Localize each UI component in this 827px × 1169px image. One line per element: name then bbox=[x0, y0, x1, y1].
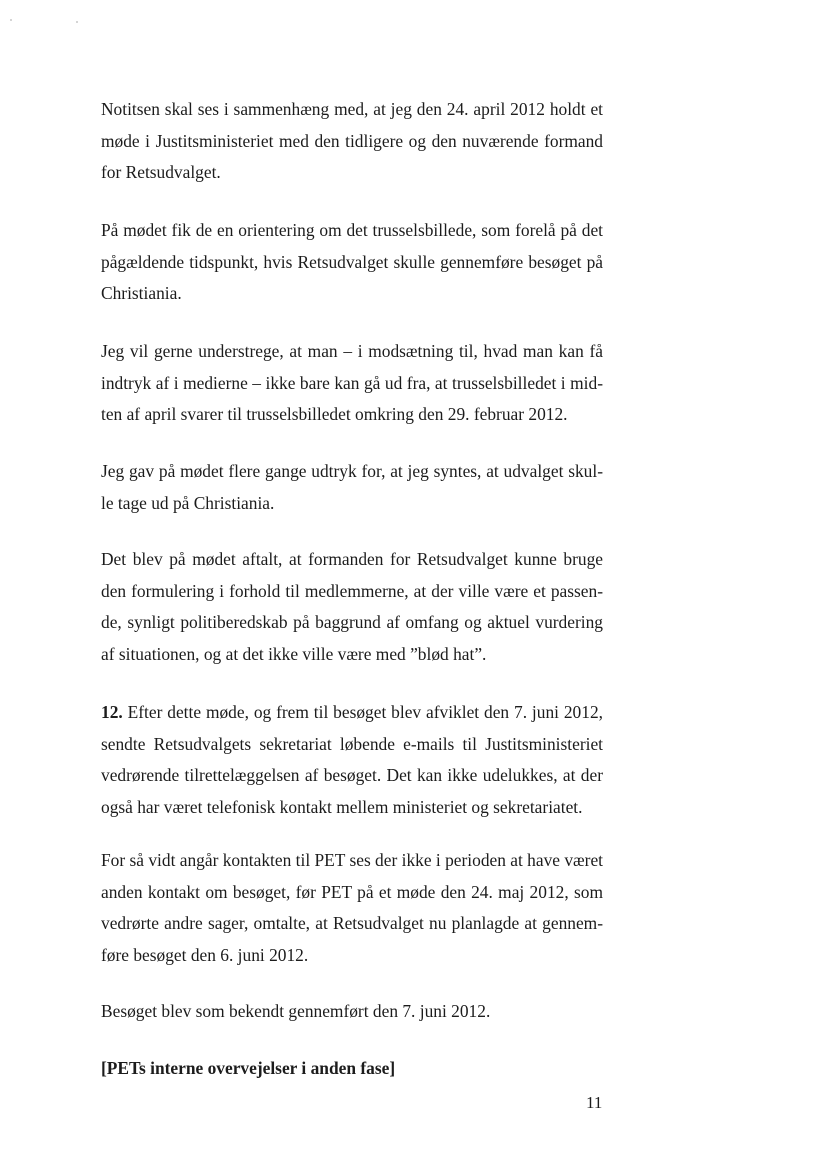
text-line: Jeg gav på mødet flere gange udtryk for, at jeg syntes, at udvalget skul- bbox=[101, 461, 603, 481]
text-line: Notitsen skal ses i sammenhæng med, at jeg den 24. april 2012 holdt et bbox=[101, 99, 603, 119]
text-line: for Retsudvalget. bbox=[101, 162, 221, 182]
paragraph-5 bbox=[101, 544, 603, 670]
paragraph-12 bbox=[101, 697, 603, 823]
text-line: føre besøget den 6. juni 2012. bbox=[101, 944, 309, 965]
text-line: For så vidt angår kontakten til PET ses der ikke i perioden at have været bbox=[101, 850, 603, 870]
text-line: le tage ud på Christiania. bbox=[101, 492, 275, 513]
text-line: anden kontakt om besøget, før PET på et møde den 24. maj 2012, som bbox=[101, 881, 603, 902]
section-heading: [PETs interne overvejelser i anden fase] bbox=[101, 1058, 396, 1078]
text-line: sendte Retsudvalgets sekretariat løbende e-mails til Justitsministeriet bbox=[101, 733, 603, 754]
text-line: møde i Justitsministeriet med den tidligere og den nuværende formand bbox=[101, 130, 603, 151]
text-line: den formulering i forhold til medlemmerne, at der ville være et passen- bbox=[101, 580, 603, 601]
text-line: På mødet fik de en orientering om det trusselsbillede, som forelå på det bbox=[101, 220, 603, 240]
text-line: Det blev på mødet aftalt, at formanden for Retsudvalget kunne bruge bbox=[101, 549, 603, 569]
text-line: vedrørende tilrettelæggelsen af besøget. Det kan ikke udelukkes, at der bbox=[101, 765, 603, 785]
paragraph-8 bbox=[101, 996, 603, 1028]
text-line: vedrørte andre sager, omtalte, at Retsudvalget nu planlagde at gennem- bbox=[101, 913, 603, 933]
text-segment: Efter dette møde, og frem til besøget blev afviklet den 7. juni 2012, bbox=[122, 702, 603, 722]
paragraph-4 bbox=[101, 456, 603, 519]
text-line: også har været telefonisk kontakt mellem ministeriet og sekretariatet. bbox=[101, 796, 583, 817]
text-line: de, synligt politiberedskab på baggrund af omfang og aktuel vurdering bbox=[101, 612, 603, 632]
text-line: pågældende tidspunkt, hvis Retsudvalget skulle gennemføre besøget på bbox=[101, 251, 603, 272]
text-line: af situationen, og at det ikke ville være med ”blød hat”. bbox=[101, 643, 487, 664]
text-line: Christiania. bbox=[101, 283, 182, 303]
scan-speck bbox=[10, 19, 12, 21]
scan-speck bbox=[76, 21, 78, 23]
paragraph-7 bbox=[101, 845, 603, 971]
page-number: 11 bbox=[586, 1093, 603, 1112]
text-line bbox=[101, 697, 603, 729]
text-line: Besøget blev som bekendt gennemført den 7. juni 2012. bbox=[101, 1001, 491, 1021]
paragraph-2 bbox=[101, 215, 603, 310]
paragraph-number: 12. bbox=[101, 702, 123, 722]
text-line: indtryk af i medierne – ikke bare kan gå ud fra, at trusselsbilledet i mid- bbox=[101, 372, 603, 393]
text-line: Jeg vil gerne understrege, at man – i modsætning til, hvad man kan få bbox=[101, 341, 603, 361]
text-line: ten af april svarer til trusselsbilledet omkring den 29. februar 2012. bbox=[101, 404, 568, 424]
paragraph-3 bbox=[101, 336, 603, 431]
paragraph-1 bbox=[101, 94, 603, 189]
